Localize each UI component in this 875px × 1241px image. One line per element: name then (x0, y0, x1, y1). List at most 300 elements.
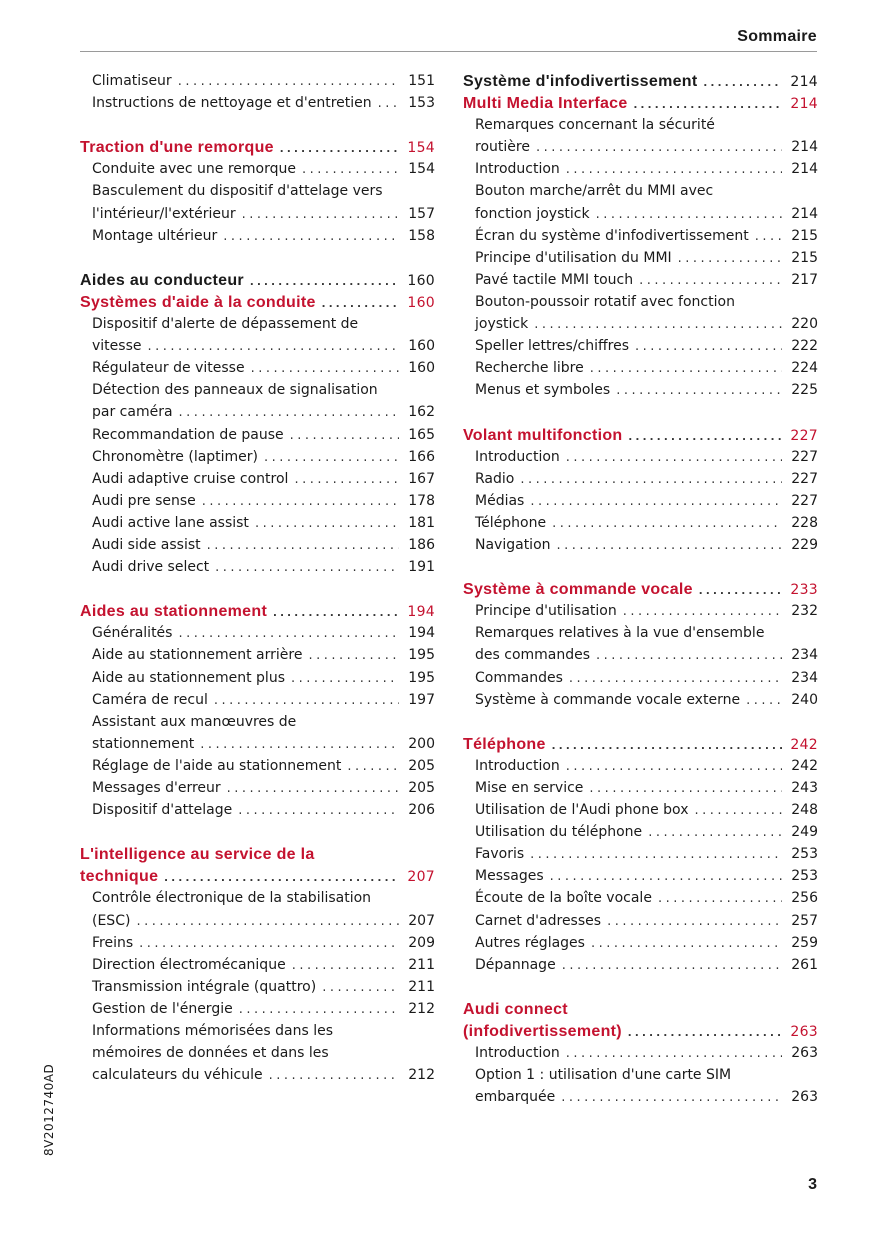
toc-entry[interactable] (80, 692, 435, 714)
dot-leader (648, 825, 782, 840)
dot-leader (214, 693, 399, 708)
toc-column-right (463, 73, 818, 1111)
toc-section-heading[interactable] (80, 139, 435, 161)
toc-entry[interactable] (80, 780, 435, 802)
toc-entry-title: Aides au stationnement (80, 603, 268, 621)
toc-entry[interactable] (80, 161, 435, 183)
toc-entry-title: Gestion de l'énergie (92, 1000, 233, 1017)
toc-page-number: 225 (791, 382, 818, 399)
toc-entry-title: Système d'infodivertissement (463, 73, 698, 90)
toc-page-number: 263 (791, 1045, 818, 1062)
dot-leader (322, 980, 399, 995)
toc-page-number: 209 (408, 934, 435, 951)
toc-entry[interactable] (80, 758, 435, 780)
toc-entry[interactable] (80, 338, 435, 360)
toc-entry[interactable] (80, 427, 435, 449)
toc-entry-continued[interactable] (463, 1067, 818, 1089)
toc-entry-title: Utilisation du téléphone (475, 824, 643, 841)
toc-section-heading[interactable] (80, 603, 435, 625)
toc-entry[interactable] (463, 913, 818, 935)
dot-leader (294, 472, 399, 487)
toc-page-number: 227 (791, 470, 818, 487)
toc-page-number: 249 (791, 824, 818, 841)
dot-leader (200, 737, 399, 752)
toc-entry-title: Réglage de l'aide au stationnement (92, 757, 342, 774)
toc-entry-title: Option 1 : utilisation d'une carte SIM (475, 1067, 732, 1084)
toc-entry[interactable] (80, 979, 435, 1001)
toc-entry-title: Audi connect (463, 1000, 568, 1018)
toc-entry-title: Introduction (475, 161, 560, 178)
dot-leader (678, 251, 782, 266)
toc-entry-title: Introduction (475, 1045, 560, 1062)
toc-entry-title: Freins (92, 934, 134, 951)
dot-leader (561, 1090, 782, 1105)
toc-page-number: 194 (407, 604, 435, 621)
toc-page-number: 261 (791, 956, 818, 973)
toc-section-heading[interactable] (463, 581, 818, 603)
toc-entry[interactable] (80, 670, 435, 692)
toc-entry[interactable] (80, 736, 435, 758)
toc-entry-title: calculateurs du véhicule (92, 1067, 263, 1084)
toc-entry-title: Régulateur de vitesse (92, 360, 245, 377)
toc-entry-title: Commandes (475, 669, 563, 686)
toc-entry-title: Mise en service (475, 780, 584, 796)
dot-leader (530, 494, 782, 509)
page-header-title: Sommaire (737, 28, 817, 45)
dot-leader (202, 494, 399, 509)
toc-entry[interactable] (80, 935, 435, 957)
toc-entry-title: Système à commande vocale externe (475, 691, 741, 708)
toc-entry-continued[interactable] (80, 183, 435, 205)
toc-entry-title: Dispositif d'attelage (92, 802, 233, 819)
toc-entry-title: embarquée (475, 1089, 556, 1106)
dot-leader (562, 958, 782, 973)
dot-leader (242, 207, 399, 222)
toc-page-number: 166 (408, 448, 435, 465)
toc-page-number: 207 (408, 912, 435, 929)
toc-entry-title: Instructions de nettoyage et d'entretien (92, 95, 372, 112)
toc-entry[interactable] (80, 471, 435, 493)
toc-entry-title: Aide au stationnement plus (92, 669, 285, 686)
dot-leader (552, 516, 782, 531)
toc-page-number: 214 (790, 74, 818, 90)
toc-page-number: 215 (791, 227, 818, 244)
header-divider (80, 51, 817, 52)
toc-entry-title: Autres réglages (475, 934, 585, 951)
toc-entry-title: Audi drive select (92, 559, 210, 576)
toc-page-number: 234 (791, 647, 818, 664)
toc-entry-title: Assistant aux manœuvres de (92, 713, 297, 730)
dot-leader (207, 538, 399, 553)
toc-entry[interactable] (463, 957, 818, 979)
dot-leader (322, 295, 399, 310)
toc-entry[interactable] (463, 890, 818, 912)
dot-leader (347, 759, 399, 774)
toc-page-number: 227 (791, 492, 818, 509)
dot-leader (238, 803, 399, 818)
toc-page-number: 212 (408, 1000, 435, 1017)
toc-entry-title: Conduite avec une remorque (92, 161, 296, 178)
toc-entry-title: Bouton marche/arrêt du MMI avec (475, 183, 714, 200)
toc-entry-title: des commandes (475, 647, 591, 664)
dot-leader (694, 803, 782, 818)
toc-entry-title: Audi active lane assist (92, 514, 249, 531)
toc-entry[interactable] (463, 824, 818, 846)
toc-page-number: 205 (408, 757, 435, 774)
dot-leader (616, 383, 782, 398)
toc-page-number: 212 (408, 1067, 435, 1084)
toc-entry-title: Dispositif d'alerte de dépassement de (92, 316, 359, 333)
toc-entry-title: Aides au conducteur (80, 271, 244, 289)
toc-entry[interactable] (463, 493, 818, 515)
toc-entry[interactable] (463, 272, 818, 294)
toc-page-number: 243 (791, 780, 818, 796)
toc-page-number: 207 (407, 869, 435, 886)
toc-page-number: 214 (791, 205, 818, 222)
toc-entry-title: (infodivertissement) (463, 1023, 622, 1041)
toc-entry[interactable] (463, 692, 818, 714)
dot-leader (292, 958, 399, 973)
toc-entry-title: Recherche libre (475, 360, 584, 377)
toc-entry-continued[interactable] (463, 294, 818, 316)
dot-leader (596, 648, 782, 663)
toc-section-heading[interactable] (80, 294, 435, 316)
toc-page-number: 195 (408, 647, 435, 664)
toc-entry-title: Carnet d'adresses (475, 912, 602, 929)
toc-page-number: 154 (407, 140, 435, 157)
toc-entry[interactable] (463, 670, 818, 692)
toc-entry-title: Aide au stationnement arrière (92, 647, 303, 664)
toc-entry[interactable] (80, 957, 435, 979)
dot-leader (634, 96, 782, 111)
toc-entry[interactable] (463, 758, 818, 780)
toc-section-heading-continued[interactable] (80, 846, 435, 868)
toc-spacer (463, 979, 818, 1001)
toc-entry-title: joystick (475, 316, 529, 333)
toc-page-number: 167 (408, 470, 435, 487)
toc-entry-title: mémoires de données et dans les (92, 1045, 329, 1062)
toc-entry[interactable] (80, 515, 435, 537)
toc-entry-continued[interactable] (463, 183, 818, 205)
toc-entry-title: Multi Media Interface (463, 95, 628, 113)
toc-page-number: 242 (791, 757, 818, 774)
toc-entry[interactable] (80, 802, 435, 824)
toc-entry[interactable] (80, 493, 435, 515)
toc-entry-continued[interactable] (80, 1045, 435, 1067)
toc-entry-title: Systèmes d'aide à la conduite (80, 293, 316, 311)
toc-entry[interactable] (463, 868, 818, 890)
toc-entry[interactable] (463, 338, 818, 360)
toc-entry-title: Introduction (475, 757, 560, 774)
toc-entry-title: Écran du système d'infodivertissement (475, 227, 749, 244)
toc-entry[interactable] (80, 360, 435, 382)
toc-page-number: 227 (791, 448, 818, 465)
toc-entry-title: technique (80, 868, 159, 886)
toc-entry[interactable] (80, 95, 435, 117)
page-number: 3 (808, 1176, 817, 1193)
toc-entry[interactable] (463, 1089, 818, 1111)
toc-page-number: 195 (408, 669, 435, 686)
toc-spacer (80, 250, 435, 272)
toc-entry[interactable] (80, 647, 435, 669)
toc-entry-continued[interactable] (80, 1023, 435, 1045)
toc-page-number: 186 (408, 536, 435, 553)
toc-page-number: 227 (790, 427, 818, 444)
toc-entry-title: Radio (475, 470, 515, 487)
toc-entry[interactable] (463, 647, 818, 669)
toc-entry[interactable] (80, 73, 435, 95)
toc-page-number: 217 (791, 271, 818, 288)
toc-page-number: 228 (791, 514, 818, 531)
toc-page-number: 253 (791, 868, 818, 885)
toc-page-number: 224 (791, 360, 818, 377)
toc-entry[interactable] (463, 250, 818, 272)
toc-page-number: 214 (791, 139, 818, 156)
dot-leader (139, 936, 399, 951)
dot-leader (227, 781, 399, 796)
toc-entry[interactable] (80, 1067, 435, 1089)
dot-leader (699, 582, 782, 597)
toc-page-number: 222 (791, 338, 818, 355)
toc-entry-title: l'intérieur/l'extérieur (92, 205, 236, 222)
toc-entry[interactable] (463, 471, 818, 493)
toc-entry-title: Dépannage (475, 956, 556, 973)
toc-page-number: 211 (408, 978, 435, 995)
toc-entry[interactable] (463, 515, 818, 537)
toc-entry-title: Audi side assist (92, 536, 201, 553)
toc-page-number: 229 (791, 536, 818, 553)
toc-entry[interactable] (463, 316, 818, 338)
toc-entry-title: Transmission intégrale (quattro) (92, 978, 317, 995)
toc-entry-title: Caméra de recul (92, 691, 208, 708)
dot-leader (273, 604, 399, 619)
dot-leader (250, 273, 399, 288)
dot-leader (589, 781, 782, 796)
dot-leader (552, 737, 782, 752)
toc-entry-title: stationnement (92, 735, 195, 752)
toc-chapter-heading[interactable] (463, 73, 818, 95)
toc-page-number: 160 (407, 294, 435, 311)
toc-page-number: 240 (791, 691, 818, 708)
toc-entry-title: Menus et symboles (475, 382, 611, 399)
dot-leader (164, 869, 399, 884)
dot-leader (566, 162, 782, 177)
toc-entry-title: Recommandation de pause (92, 426, 284, 443)
toc-entry[interactable] (463, 537, 818, 559)
toc-page-number: 165 (408, 426, 435, 443)
dot-leader (623, 604, 782, 619)
toc-entry-title: Généralités (92, 625, 173, 642)
toc-entry[interactable] (80, 404, 435, 426)
toc-entry-title: Téléphone (463, 735, 546, 753)
toc-page-number: 151 (408, 73, 435, 89)
toc-entry-title: Messages (475, 868, 544, 885)
toc-entry-title: Volant multifonction (463, 426, 623, 444)
dot-leader (530, 847, 782, 862)
toc-entry[interactable] (80, 228, 435, 250)
toc-entry-title: fonction joystick (475, 205, 590, 222)
toc-entry[interactable] (463, 603, 818, 625)
dot-leader (239, 1002, 399, 1017)
toc-entry-title: Navigation (475, 536, 551, 553)
dot-leader (596, 207, 782, 222)
toc-section-heading[interactable] (80, 868, 435, 890)
dot-leader (628, 428, 782, 443)
dot-leader (628, 1024, 782, 1039)
toc-entry[interactable] (80, 1001, 435, 1023)
toc-section-heading[interactable] (463, 736, 818, 758)
dot-leader (658, 891, 782, 906)
toc-page-number: 232 (791, 603, 818, 620)
toc-section-heading[interactable] (463, 427, 818, 449)
toc-spacer (463, 559, 818, 581)
dot-leader (534, 317, 782, 332)
dot-leader (291, 671, 399, 686)
toc-spacer (80, 824, 435, 846)
toc-page-number: 178 (408, 492, 435, 509)
toc-entry[interactable] (80, 913, 435, 935)
toc-section-heading[interactable] (463, 95, 818, 117)
toc-entry-continued[interactable] (463, 625, 818, 647)
toc-entry[interactable] (463, 206, 818, 228)
toc-page-number: 206 (408, 802, 435, 819)
toc-page-number: 205 (408, 780, 435, 796)
toc-page-number: 214 (791, 161, 818, 178)
dot-leader (178, 74, 399, 89)
toc-entry-title: Audi pre sense (92, 492, 196, 509)
toc-entry[interactable] (463, 139, 818, 161)
toc-page-number: 220 (791, 316, 818, 333)
toc-entry-title: Direction électromécanique (92, 956, 286, 973)
dot-leader (179, 405, 399, 420)
toc-page-number: 215 (791, 249, 818, 266)
toc-column-left (80, 73, 435, 1089)
toc-entry[interactable] (80, 559, 435, 581)
dot-leader (215, 560, 399, 575)
dot-leader (223, 229, 399, 244)
dot-leader (290, 428, 399, 443)
toc-section-heading-continued[interactable] (463, 1001, 818, 1023)
toc-page-number: 211 (408, 956, 435, 973)
toc-entry-title: Écoute de la boîte vocale (475, 890, 652, 907)
document-code: 8V2012740AD (42, 1063, 56, 1156)
toc-entry-title: Climatiseur (92, 73, 172, 89)
toc-page-number: 263 (791, 1089, 818, 1106)
toc-entry-continued[interactable] (80, 890, 435, 912)
toc-page-number: 248 (791, 802, 818, 819)
dot-leader (251, 361, 399, 376)
toc-entry-title: Speller lettres/chiffres (475, 338, 629, 355)
toc-entry-title: vitesse (92, 338, 142, 355)
toc-page-number: 233 (790, 582, 818, 599)
toc-spacer (80, 581, 435, 603)
toc-entry-title: Utilisation de l'Audi phone box (475, 802, 689, 819)
toc-chapter-heading[interactable] (80, 272, 435, 294)
toc-entry[interactable] (463, 1045, 818, 1067)
toc-entry-title: Principe d'utilisation (475, 603, 617, 620)
toc-page-number: 214 (790, 96, 818, 113)
toc-page-number: 263 (790, 1024, 818, 1041)
toc-entry-title: Bouton-poussoir rotatif avec fonction (475, 293, 735, 310)
dot-leader (147, 339, 399, 354)
toc-page-number: 253 (791, 846, 818, 863)
toc-page-number: 154 (408, 161, 435, 178)
toc-entry-continued[interactable] (80, 316, 435, 338)
dot-leader (178, 626, 399, 641)
dot-leader (639, 273, 782, 288)
toc-entry[interactable] (463, 228, 818, 250)
toc-entry[interactable] (80, 449, 435, 471)
toc-entry-title: Favoris (475, 846, 525, 863)
toc-spacer (80, 117, 435, 139)
dot-leader (280, 140, 399, 155)
toc-entry-title: Remarques concernant la sécurité (475, 117, 715, 134)
toc-page-number: 234 (791, 669, 818, 686)
toc-entry[interactable] (463, 780, 818, 802)
dot-leader (591, 936, 782, 951)
toc-page-number: 242 (790, 736, 818, 753)
toc-entry-title: Audi adaptive cruise control (92, 470, 289, 487)
toc-entry-continued[interactable] (80, 382, 435, 404)
toc-entry[interactable] (463, 802, 818, 824)
dot-leader (269, 1068, 399, 1083)
toc-entry[interactable] (463, 846, 818, 868)
toc-entry[interactable] (463, 449, 818, 471)
toc-page-number: 160 (407, 272, 435, 289)
toc-entry-continued[interactable] (463, 117, 818, 139)
toc-page-number: 157 (408, 205, 435, 222)
dot-leader (308, 648, 399, 663)
toc-page-number: 158 (408, 227, 435, 244)
dot-leader (255, 516, 399, 531)
toc-entry-continued[interactable] (80, 714, 435, 736)
toc-page-number: 194 (408, 625, 435, 642)
toc-entry-title: Médias (475, 492, 525, 509)
toc-entry-title: Pavé tactile MMI touch (475, 271, 634, 288)
toc-entry[interactable] (80, 206, 435, 228)
toc-entry[interactable] (463, 161, 818, 183)
dot-leader (607, 914, 782, 929)
toc-entry-title: Principe d'utilisation du MMI (475, 249, 672, 266)
toc-entry-title: Messages d'erreur (92, 780, 221, 796)
toc-entry-title: (ESC) (92, 912, 131, 929)
toc-entry-title: Informations mémorisées dans les (92, 1023, 334, 1040)
toc-page-number: 256 (791, 890, 818, 907)
toc-page-number: 162 (408, 404, 435, 421)
dot-leader (557, 538, 782, 553)
toc-section-heading[interactable] (463, 1023, 818, 1045)
toc-entry-title: Système à commande vocale (463, 581, 693, 599)
dot-leader (704, 74, 782, 89)
toc-entry[interactable] (80, 537, 435, 559)
toc-entry[interactable] (80, 625, 435, 647)
toc-entry[interactable] (463, 360, 818, 382)
toc-entry-title: Chronomètre (laptimer) (92, 448, 259, 465)
dot-leader (264, 450, 399, 465)
dot-leader (302, 162, 399, 177)
toc-entry-title: L'intelligence au service de la (80, 846, 315, 864)
toc-entry-title: Montage ultérieur (92, 227, 218, 244)
dot-leader (378, 96, 399, 111)
toc-entry[interactable] (463, 935, 818, 957)
toc-entry[interactable] (463, 382, 818, 404)
dot-leader (550, 869, 782, 884)
dot-leader (569, 671, 782, 686)
toc-page-number: 200 (408, 735, 435, 752)
toc-entry-title: Remarques relatives à la vue d'ensemble (475, 625, 765, 642)
toc-entry-title: Détection des panneaux de signalisation (92, 382, 378, 399)
toc-entry-title: Contrôle électronique de la stabilisation (92, 890, 372, 907)
